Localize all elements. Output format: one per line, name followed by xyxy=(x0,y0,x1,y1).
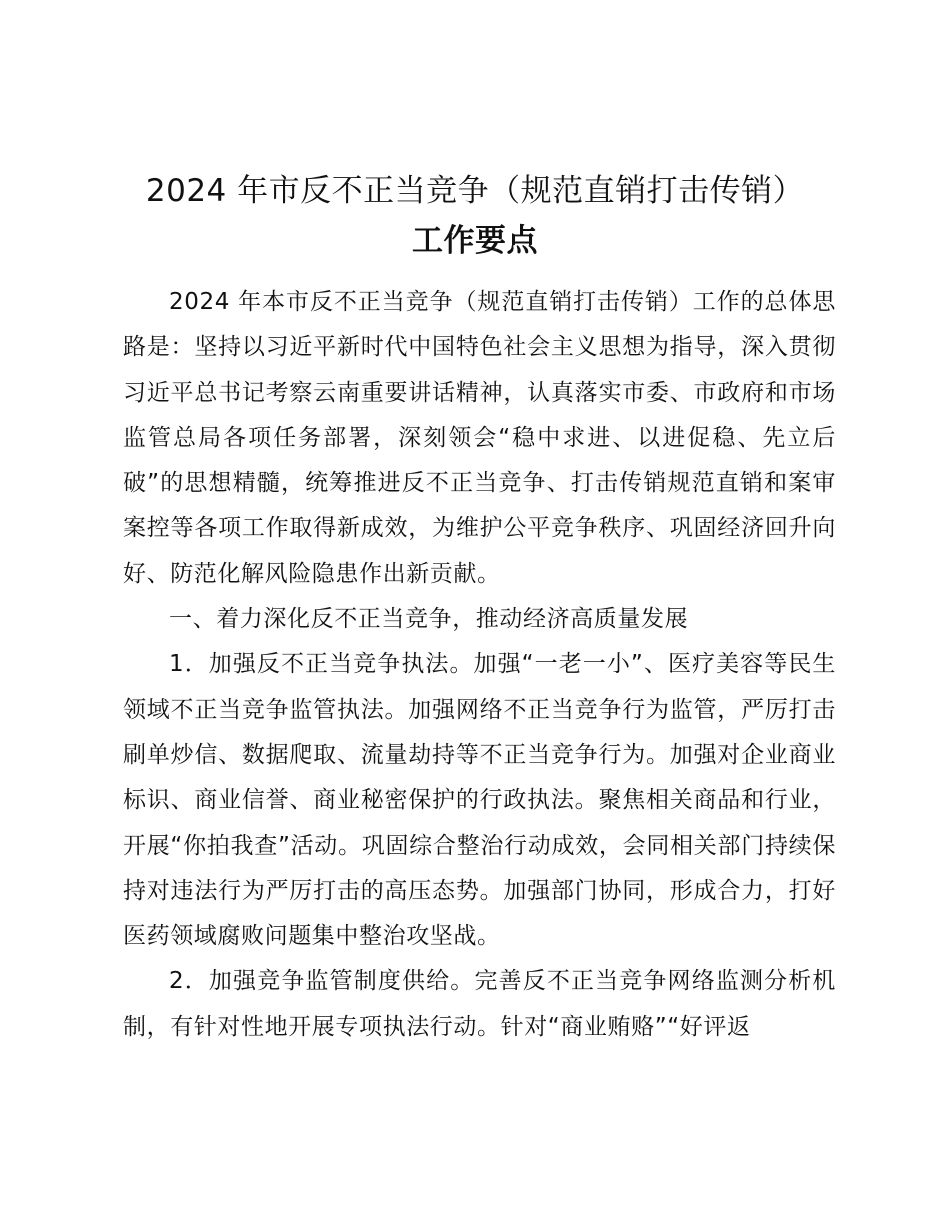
document-body xyxy=(123,280,836,1050)
title-line-1: 2024 年市反不正当竞争（规范直销打击传销） xyxy=(145,173,805,209)
section-heading-1: 一、着力深化反不正当竞争，推动经济高质量发展 xyxy=(169,606,689,633)
title-line-2: 工作要点 xyxy=(412,223,538,259)
item-paragraph-1: 1．加强反不正当竞争执法。加强“一老一小”、医疗美容等民生领域不正当竞争监管执法。加强网络不正当竞争行为监管，严厉打击刷单炒信、数据爬取、流量劫持等不正当竞争行为。加强对企业商业标识、商业信誉、商业秘密保护的行政执法。聚焦相关商品和行业，开展“你拍我查”活动。巩固综合整治行动成效，会同相关部门持续保持对违法行为严厉打击的高压态势。加强部门协同，形成合力，打好医药领域腐败问题集中整治攻坚战。 xyxy=(123,651,836,950)
item-paragraph-2: 2．加强竞争监管制度供给。完善反不正当竞争网络监测分析机制，有针对性地开展专项执法行动。针对“商业贿赂”“好评返 xyxy=(123,968,836,1040)
intro-paragraph: 2024 年本市反不正当竞争（规范直销打击传销）工作的总体思路是：坚持以习近平新时代中国特色社会主义思想为指导，深入贯彻习近平总书记考察云南重要讲话精神，认真落实市委、市政府和市场监管总局各项任务部署，深刻领会“稳中求进、以进促稳、先立后破”的思想精髓，统筹推进反不正当竞争、打击传销规范直销和案审案控等各项工作取得新成效，为维护公平竞争秩序、巩固经济回升向好、防范化解风险隐患作出新贡献。 xyxy=(123,289,836,587)
